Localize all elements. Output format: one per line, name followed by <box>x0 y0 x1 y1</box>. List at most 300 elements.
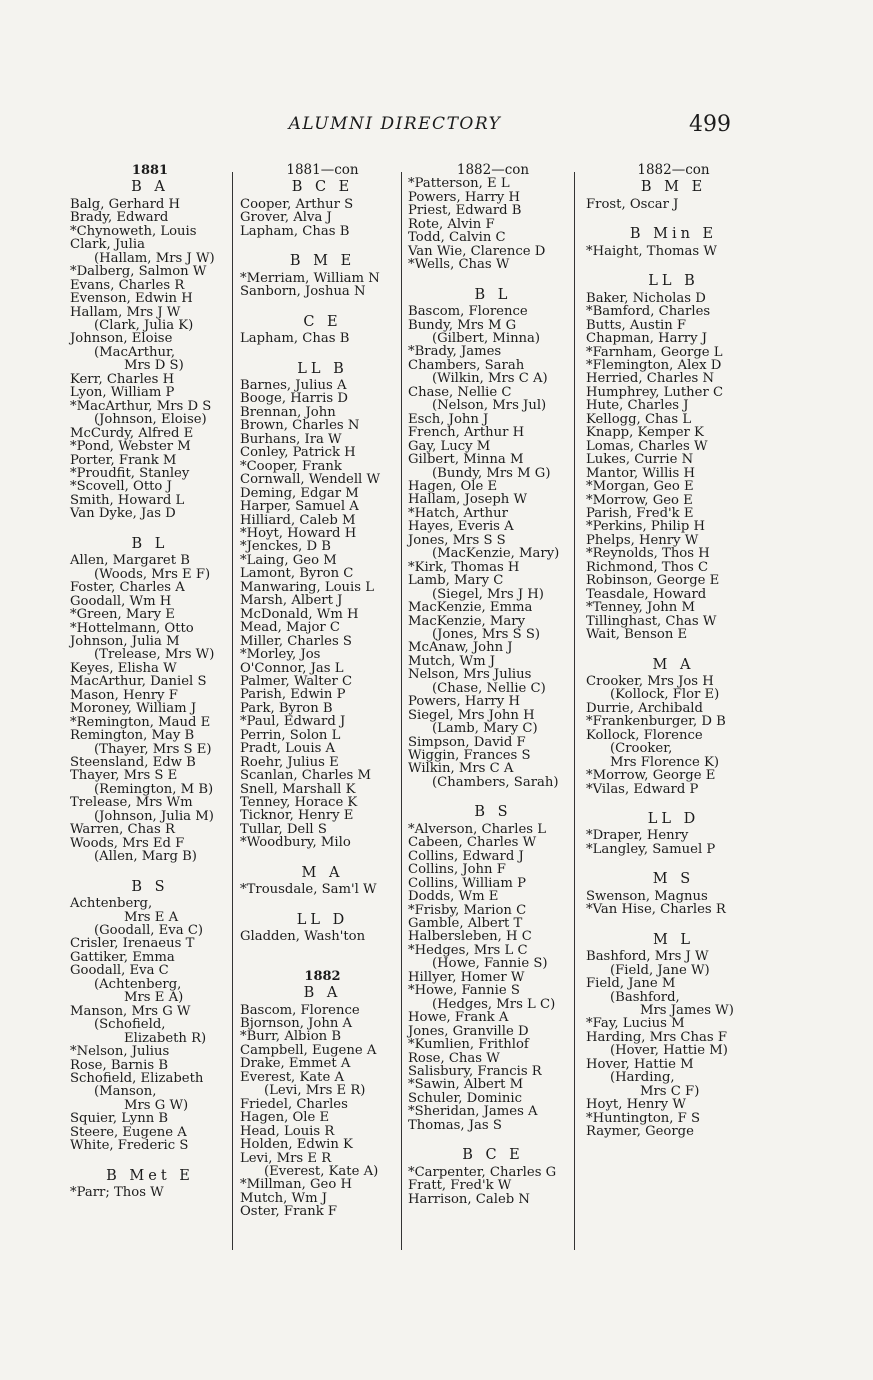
directory-column-1 <box>70 164 230 1200</box>
alumni-entry: White, Frederic S <box>70 1138 189 1154</box>
alumni-entry: Friedel, Charles <box>240 1096 348 1112</box>
entry-note: (Hallam, Mrs J W) <box>94 250 215 266</box>
alumni-entry: Lukes, Currie N <box>586 452 694 468</box>
spacer <box>586 917 761 930</box>
alumni-entry: Oster, Frank F <box>240 1204 338 1220</box>
alumni-entry: *Morrow, Geo E <box>586 492 693 508</box>
alumni-entry: *Pond, Webster M <box>70 439 191 455</box>
alumni-entry: Wait, Benson E <box>586 627 688 643</box>
alumni-entry: Powers, Harry H <box>408 694 520 710</box>
alumni-entry: *Wells, Chas W <box>408 257 510 273</box>
alumni-entry: MacArthur, Daniel S <box>70 674 207 690</box>
entry-note: (Woods, Mrs E F) <box>94 566 211 582</box>
alumni-entry: Herried, Charles N <box>586 371 715 387</box>
alumni-entry: Manwaring, Louis L <box>240 579 374 595</box>
alumni-entry: Bascom, Florence <box>240 1002 360 1018</box>
alumni-entry: Everest, Kate A <box>240 1069 344 1085</box>
alumni-entry: Park, Byron B <box>240 700 333 716</box>
alumni-entry: Grover, Alva J <box>240 210 332 226</box>
alumni-entry: Nelson, Mrs Julius <box>408 667 532 683</box>
year-heading: 1881—con <box>286 162 359 178</box>
entry-note: (Nelson, Mrs Jul) <box>432 398 547 414</box>
alumni-entry: Frost, Oscar J <box>586 196 679 212</box>
entry-note: (Hover, Hattie M) <box>610 1043 728 1059</box>
alumni-entry: Bjornson, John A <box>240 1016 353 1032</box>
alumni-entry: Manson, Mrs G W <box>70 1003 191 1019</box>
alumni-entry: Scanlan, Charles M <box>240 768 371 784</box>
alumni-entry: Gladden, Wash'ton <box>240 929 366 945</box>
alumni-entry: McDonald, Wm H <box>240 606 359 622</box>
alumni-entry: Brady, Edward <box>70 210 169 226</box>
entry-note: (Everest, Kate A) <box>264 1164 379 1179</box>
alumni-entry: Robinson, George E <box>586 573 720 589</box>
degree-heading: M A <box>652 656 695 673</box>
alumni-entry: Remington, May B <box>70 728 195 744</box>
alumni-entry: Jones, Granville D <box>408 1023 529 1039</box>
alumni-entry: Raymer, George <box>586 1124 694 1140</box>
alumni-entry: *Van Hise, Charles R <box>586 902 726 918</box>
entry-note: (MacKenzie, Mary) <box>432 546 560 562</box>
alumni-entry: Johnson, Julia M <box>70 633 180 649</box>
alumni-entry: Crisler, Irenaeus T <box>70 936 195 952</box>
column-rule <box>232 172 233 1250</box>
alumni-entry: Esch, John J <box>408 411 489 427</box>
spacer <box>408 1132 578 1145</box>
entry-note: (Johnson, Julia M) <box>94 808 214 824</box>
degree-heading: B A <box>131 179 169 196</box>
degree-heading: B M E <box>289 253 356 270</box>
alumni-entry: French, Arthur H <box>408 425 525 441</box>
alumni-entry: Levi, Mrs E R <box>240 1150 332 1166</box>
spacer <box>586 211 761 224</box>
alumni-entry: Pradt, Louis A <box>240 741 336 757</box>
alumni-entry: *Patterson, E L <box>408 176 510 192</box>
alumni-entry: *Langley, Samuel P <box>586 841 716 857</box>
alumni-entry: *Howe, Fannie S <box>408 983 520 999</box>
alumni-entry: *Tenney, John M <box>586 600 695 616</box>
entry-note: (Kollock, Flor E) <box>610 687 720 703</box>
year-heading: 1882—con <box>637 162 710 178</box>
alumni-entry: McAnaw, John J <box>408 640 513 656</box>
alumni-entry: Field, Jane M <box>586 976 676 992</box>
alumni-entry: Teasdale, Howard <box>586 586 707 602</box>
alumni-entry: *Fay, Lucius M <box>586 1016 685 1032</box>
entry-note: (Manson, <box>94 1084 157 1100</box>
entry-note: (Allen, Marg B) <box>94 849 197 865</box>
alumni-entry: Powers, Harry H <box>408 189 520 205</box>
alumni-entry: Holden, Edwin K <box>240 1137 353 1153</box>
alumni-entry: Head, Louis R <box>240 1123 335 1139</box>
alumni-entry: Todd, Calvin C <box>408 230 506 246</box>
entry-note: (Schofield, <box>94 1017 166 1033</box>
spacer <box>70 1153 230 1166</box>
alumni-entry: Dodds, Wm E <box>408 889 499 905</box>
alumni-entry: Steensland, Edw B <box>70 755 196 771</box>
alumni-entry: Hayes, Everis A <box>408 519 514 535</box>
entry-note: (Crooker, <box>610 741 673 757</box>
entry-note: Mrs E A) <box>124 990 184 1006</box>
entry-note: (Chambers, Sarah) <box>432 774 559 790</box>
alumni-entry: Lamont, Byron C <box>240 566 354 582</box>
alumni-entry: Howe, Frank A <box>408 1010 509 1026</box>
entry-note: Mrs D S) <box>124 358 184 374</box>
alumni-entry: Hillyer, Homer W <box>408 969 525 985</box>
degree-heading: B Min E <box>629 226 718 243</box>
alumni-entry: *Frankenburger, D B <box>586 714 726 730</box>
alumni-entry: Ticknor, Henry E <box>240 808 354 824</box>
degree-heading: B S <box>474 804 512 821</box>
degree-heading: B L <box>474 286 512 303</box>
alumni-entry: Sanborn, Joshua N <box>240 284 366 300</box>
entry-note: (Trelease, Mrs W) <box>94 647 215 663</box>
alumni-entry: Richmond, Thos C <box>586 559 709 575</box>
alumni-entry: *Farnham, George L <box>586 344 723 360</box>
alumni-entry: Kollock, Florence <box>586 727 703 743</box>
alumni-entry: Schofield, Elizabeth <box>70 1071 204 1086</box>
alumni-entry: Mason, Henry F <box>70 687 178 703</box>
alumni-entry: Campbell, Eugene A <box>240 1042 377 1058</box>
alumni-entry: Keyes, Elisha W <box>70 660 177 676</box>
alumni-entry: *Merriam, William N <box>240 270 380 286</box>
alumni-entry: *Morley, Jos <box>240 647 321 663</box>
alumni-entry: Lyon, William P <box>70 385 175 401</box>
alumni-entry: McCurdy, Alfred E <box>70 425 194 441</box>
spacer <box>586 258 761 271</box>
alumni-entry: Perrin, Solon L <box>240 727 341 743</box>
degree-heading: M S <box>652 871 695 888</box>
alumni-entry: Lapham, Chas B <box>240 223 350 239</box>
alumni-entry: *Carpenter, Charles G <box>408 1164 557 1180</box>
alumni-entry: *Green, Mary E <box>70 607 175 623</box>
alumni-entry: Warren, Chas R <box>70 822 175 838</box>
alumni-entry: Baker, Nicholas D <box>586 290 706 306</box>
alumni-entry: Deming, Edgar M <box>240 485 359 501</box>
alumni-entry: Crooker, Mrs Jos H <box>586 673 714 689</box>
alumni-entry: Thomas, Jas S <box>408 1117 502 1133</box>
entry-note: (MacArthur, <box>94 344 176 360</box>
alumni-entry: Johnson, Eloise <box>70 331 173 347</box>
alumni-entry: *Morgan, Geo E <box>586 479 694 495</box>
page-number: 499 <box>689 112 731 137</box>
alumni-entry: Collins, Edward J <box>408 848 524 864</box>
alumni-entry: Foster, Charles A <box>70 580 185 596</box>
spacer <box>240 850 405 863</box>
alumni-entry: Harper, Samuel A <box>240 499 359 515</box>
alumni-entry: Burhans, Ira W <box>240 431 342 447</box>
alumni-entry: Goodall, Eva C <box>70 963 169 979</box>
degree-heading: LL D <box>296 911 349 928</box>
entry-note: (Bashford, <box>610 989 680 1005</box>
alumni-entry: Gattiker, Emma <box>70 949 175 965</box>
entry-note: (Gilbert, Minna) <box>432 330 541 346</box>
degree-heading: B Met E <box>106 1167 194 1184</box>
entry-note: (Harding, <box>610 1070 675 1086</box>
spacer <box>408 272 578 285</box>
alumni-entry: Squier, Lynn B <box>70 1111 169 1127</box>
alumni-entry: *Hatch, Arthur <box>408 505 508 521</box>
alumni-entry: Knapp, Kemper K <box>586 425 704 441</box>
running-title: ALUMNI DIRECTORY <box>288 114 502 134</box>
spacer <box>240 944 405 957</box>
entry-note: Mrs C F) <box>640 1083 700 1099</box>
alumni-entry: Chase, Nellie C <box>408 384 512 400</box>
alumni-entry: *Morrow, George E <box>586 768 716 784</box>
alumni-entry: Bascom, Florence <box>408 304 528 320</box>
spacer <box>240 897 405 910</box>
alumni-entry: Swenson, Magnus <box>586 888 708 904</box>
alumni-entry: Gamble, Albert T <box>408 916 523 932</box>
alumni-entry: Phelps, Henry W <box>586 532 699 548</box>
alumni-entry: Hoyt, Henry W <box>586 1097 686 1113</box>
degree-heading: B C E <box>462 1147 524 1164</box>
alumni-entry: *Alverson, Charles L <box>408 821 546 837</box>
alumni-entry: Hilliard, Caleb M <box>240 512 356 528</box>
alumni-entry: *Hottelmann, Otto <box>70 620 194 636</box>
alumni-entry: Mutch, Wm J <box>408 653 496 669</box>
alumni-entry: Harrison, Caleb N <box>408 1191 530 1207</box>
alumni-entry: Porter, Frank M <box>70 452 177 468</box>
degree-heading: B S <box>131 878 169 895</box>
entry-note: (Jones, Mrs S S) <box>432 626 540 642</box>
alumni-entry: Halbersleben, H C <box>408 929 532 945</box>
alumni-entry: Cooper, Arthur S <box>240 196 354 212</box>
spacer <box>240 238 405 251</box>
alumni-entry: Hallam, Joseph W <box>408 492 528 508</box>
alumni-entry: Butts, Austin F <box>586 317 687 333</box>
alumni-entry: *Huntington, F S <box>586 1110 701 1126</box>
alumni-entry: Jones, Mrs S S <box>408 532 506 548</box>
alumni-entry: *Scovell, Otto J <box>70 479 172 495</box>
spacer <box>70 864 230 877</box>
spacer <box>240 957 405 970</box>
alumni-entry: *Brady, James <box>408 344 502 360</box>
entry-note: Mrs E A <box>124 909 179 925</box>
alumni-entry: Simpson, David F <box>408 734 526 750</box>
alumni-entry: *Burr, Albion B <box>240 1029 342 1045</box>
alumni-entry: *Kirk, Thomas H <box>408 559 520 575</box>
alumni-entry: Rose, Chas W <box>408 1050 500 1066</box>
entry-note: (Thayer, Mrs S E) <box>94 741 212 757</box>
entry-note: Mrs G W) <box>124 1097 189 1113</box>
alumni-entry: Gay, Lucy M <box>408 438 491 454</box>
directory-column-3 <box>408 164 578 1206</box>
alumni-entry: *Hedges, Mrs L C <box>408 942 528 958</box>
alumni-entry: *Perkins, Philip H <box>586 519 705 535</box>
alumni-entry: Allen, Margaret B <box>70 553 190 569</box>
alumni-entry: Salisbury, Francis R <box>408 1064 542 1079</box>
entry-note: (Levi, Mrs E R) <box>264 1083 366 1099</box>
alumni-entry: *Sheridan, James A <box>408 1104 538 1120</box>
entry-note: (Clark, Julia K) <box>94 317 194 333</box>
alumni-entry: Mutch, Wm J <box>240 1190 328 1206</box>
alumni-entry: Lapham, Chas B <box>240 331 350 347</box>
alumni-entry: *Bamford, Charles <box>586 304 711 320</box>
alumni-entry: Booge, Harris D <box>240 391 348 407</box>
alumni-entry: *Paul, Edward J <box>240 714 346 730</box>
alumni-entry: Lomas, Charles W <box>586 438 708 454</box>
entry-note: (Wilkin, Mrs C A) <box>432 371 548 387</box>
alumni-entry: Cornwall, Wendell W <box>240 472 381 488</box>
year-heading: 1881 <box>131 163 169 178</box>
alumni-entry: *Hoyt, Howard H <box>240 525 357 541</box>
alumni-entry: *Sawin, Albert M <box>408 1077 524 1093</box>
alumni-entry: Gilbert, Minna M <box>408 452 524 468</box>
entry-note: (Howe, Fannie S) <box>432 956 548 972</box>
alumni-entry: Drake, Emmet A <box>240 1056 351 1072</box>
alumni-entry: *Remington, Maud E <box>70 714 211 730</box>
alumni-entry: Siegel, Mrs John H <box>408 707 535 723</box>
spacer <box>240 299 405 312</box>
alumni-entry: Tillinghast, Chas W <box>586 613 717 629</box>
entry-note: Mrs Florence K) <box>610 754 720 770</box>
degree-heading: LL B <box>297 360 348 377</box>
alumni-entry: *Haight, Thomas W <box>586 243 717 259</box>
entry-note: (Remington, M B) <box>94 781 214 797</box>
alumni-entry: Cabeen, Charles W <box>408 835 537 851</box>
entry-note: (Lamb, Mary C) <box>432 721 538 737</box>
alumni-entry: Clark, Julia <box>70 237 145 253</box>
alumni-entry: Collins, John F <box>408 862 506 878</box>
alumni-entry: Balg, Gerhard H <box>70 196 181 212</box>
alumni-entry: Lamb, Mary C <box>408 573 504 589</box>
directory-column-2 <box>240 164 405 1219</box>
alumni-entry: *Cooper, Frank <box>240 458 342 474</box>
alumni-entry: *Frisby, Marion C <box>408 902 527 918</box>
alumni-entry: *Woodbury, Milo <box>240 835 351 851</box>
alumni-entry: Hagen, Ole E <box>240 1110 330 1126</box>
entry-note: (Johnson, Eloise) <box>94 412 207 428</box>
alumni-entry: *Laing, Geo M <box>240 552 337 568</box>
spacer <box>586 796 761 809</box>
degree-heading: LL B <box>648 273 699 290</box>
alumni-entry: *Jenckes, D B <box>240 539 331 555</box>
alumni-entry: *Trousdale, Sam'l W <box>240 882 377 898</box>
alumni-entry: Chambers, Sarah <box>408 357 525 373</box>
alumni-entry: Fratt, Fred'k W <box>408 1178 512 1194</box>
alumni-entry: *MacArthur, Mrs D S <box>70 398 212 414</box>
alumni-entry: MacKenzie, Emma <box>408 600 533 616</box>
alumni-entry: Chapman, Harry J <box>586 331 708 347</box>
alumni-entry: Goodall, Wm H <box>70 593 172 609</box>
alumni-entry: *Millman, Geo H <box>240 1177 352 1193</box>
alumni-entry: *Proudfit, Stanley <box>70 465 190 481</box>
directory-column-4 <box>586 164 761 1139</box>
entry-note: (Goodall, Eva C) <box>94 923 204 939</box>
alumni-entry: Brennan, John <box>240 404 336 420</box>
degree-heading: B A <box>303 985 342 1002</box>
year-heading: 1882—con <box>456 162 530 178</box>
entry-note: (Achtenberg, <box>94 976 182 992</box>
degree-heading: LL D <box>647 811 700 828</box>
alumni-entry: Humphrey, Luther C <box>586 384 724 400</box>
alumni-entry: Thayer, Mrs S E <box>70 768 178 784</box>
alumni-entry: *Reynolds, Thos H <box>586 546 710 562</box>
alumni-entry: Kerr, Charles H <box>70 371 175 387</box>
alumni-entry: Parish, Edwin P <box>240 687 346 703</box>
spacer <box>240 346 405 359</box>
alumni-entry: Hute, Charles J <box>586 398 689 414</box>
alumni-entry: Hagen, Ole E <box>408 478 498 494</box>
alumni-entry: O'Connor, Jas L <box>240 660 344 676</box>
page-header <box>0 112 873 142</box>
alumni-entry: Durrie, Archibald <box>586 700 703 716</box>
alumni-entry: Van Dyke, Jas D <box>70 506 176 522</box>
entry-note: Elizabeth R) <box>124 1030 207 1046</box>
spacer <box>586 642 761 655</box>
alumni-entry: *Nelson, Julius <box>70 1044 170 1060</box>
alumni-entry: Schuler, Dominic <box>408 1090 522 1106</box>
degree-heading: M L <box>652 931 695 948</box>
entry-note: (Hedges, Mrs L C) <box>432 996 556 1012</box>
alumni-entry: Rose, Barnis B <box>70 1057 169 1073</box>
entry-note: (Siegel, Mrs J H) <box>432 586 544 602</box>
alumni-entry: Mantor, Willis H <box>586 465 695 481</box>
degree-heading: B L <box>131 535 169 552</box>
alumni-entry: *Dalberg, Salmon W <box>70 264 207 280</box>
alumni-entry: Wilkin, Mrs C A <box>408 761 514 777</box>
alumni-entry: Wiggin, Frances S <box>408 748 531 764</box>
alumni-entry: Van Wie, Clarence D <box>408 243 546 259</box>
alumni-entry: *Vilas, Edward P <box>586 781 699 797</box>
alumni-entry: Tenney, Horace K <box>240 795 358 811</box>
alumni-entry: *Chynoweth, Louis <box>70 223 197 239</box>
alumni-entry: Bundy, Mrs M G <box>408 317 517 333</box>
alumni-entry: Bashford, Mrs J W <box>586 949 709 965</box>
entry-note: (Field, Jane W) <box>610 962 710 978</box>
alumni-entry: Trelease, Mrs Wm <box>70 795 193 811</box>
alumni-entry: Kellogg, Chas L <box>586 411 692 427</box>
alumni-entry: Conley, Patrick H <box>240 445 356 461</box>
alumni-entry: Marsh, Albert J <box>240 593 343 609</box>
alumni-entry: *Flemington, Alex D <box>586 357 722 373</box>
alumni-entry: Steere, Eugene A <box>70 1124 187 1140</box>
alumni-entry: Roehr, Julius E <box>240 754 339 770</box>
alumni-entry: *Draper, Henry <box>586 828 689 844</box>
alumni-entry: Hover, Hattie M <box>586 1056 694 1072</box>
degree-heading: B M E <box>640 179 707 196</box>
alumni-entry: Achtenberg, <box>70 896 153 912</box>
year-heading: 1882 <box>304 968 341 984</box>
alumni-entry: Tullar, Dell S <box>240 821 327 837</box>
alumni-entry: *Kumlien, Frithlof <box>408 1037 529 1053</box>
alumni-entry: Miller, Charles S <box>240 633 352 649</box>
spacer <box>70 521 230 534</box>
alumni-entry: Palmer, Walter C <box>240 673 353 689</box>
alumni-entry: Mead, Major C <box>240 620 340 636</box>
entry-note: (Chase, Nellie C) <box>432 680 546 696</box>
entry-note: (Bundy, Mrs M G) <box>432 465 551 481</box>
alumni-entry: *Parr; Thos W <box>70 1185 164 1201</box>
alumni-entry: MacKenzie, Mary <box>408 613 526 629</box>
alumni-entry: Evans, Charles R <box>70 277 185 293</box>
degree-heading: B C E <box>291 179 354 196</box>
entry-note: Mrs James W) <box>640 1003 734 1019</box>
alumni-entry: Harding, Mrs Chas F <box>586 1029 727 1045</box>
alumni-entry: Smith, Howard L <box>70 492 185 508</box>
spacer <box>586 856 761 869</box>
alumni-entry: Priest, Edward B <box>408 203 522 219</box>
alumni-entry: Hallam, Mrs J W <box>70 304 181 320</box>
alumni-entry: Snell, Marshall K <box>240 781 356 797</box>
alumni-entry: Rote, Alvin F <box>408 216 495 232</box>
alumni-entry: Barnes, Julius A <box>240 377 347 393</box>
alumni-entry: Brown, Charles N <box>240 418 360 434</box>
alumni-entry: Woods, Mrs Ed F <box>70 835 185 851</box>
alumni-entry: Parish, Fred'k E <box>586 505 694 521</box>
degree-heading: M A <box>301 864 344 881</box>
degree-heading: C E <box>303 313 342 330</box>
alumni-entry: Moroney, William J <box>70 701 197 717</box>
